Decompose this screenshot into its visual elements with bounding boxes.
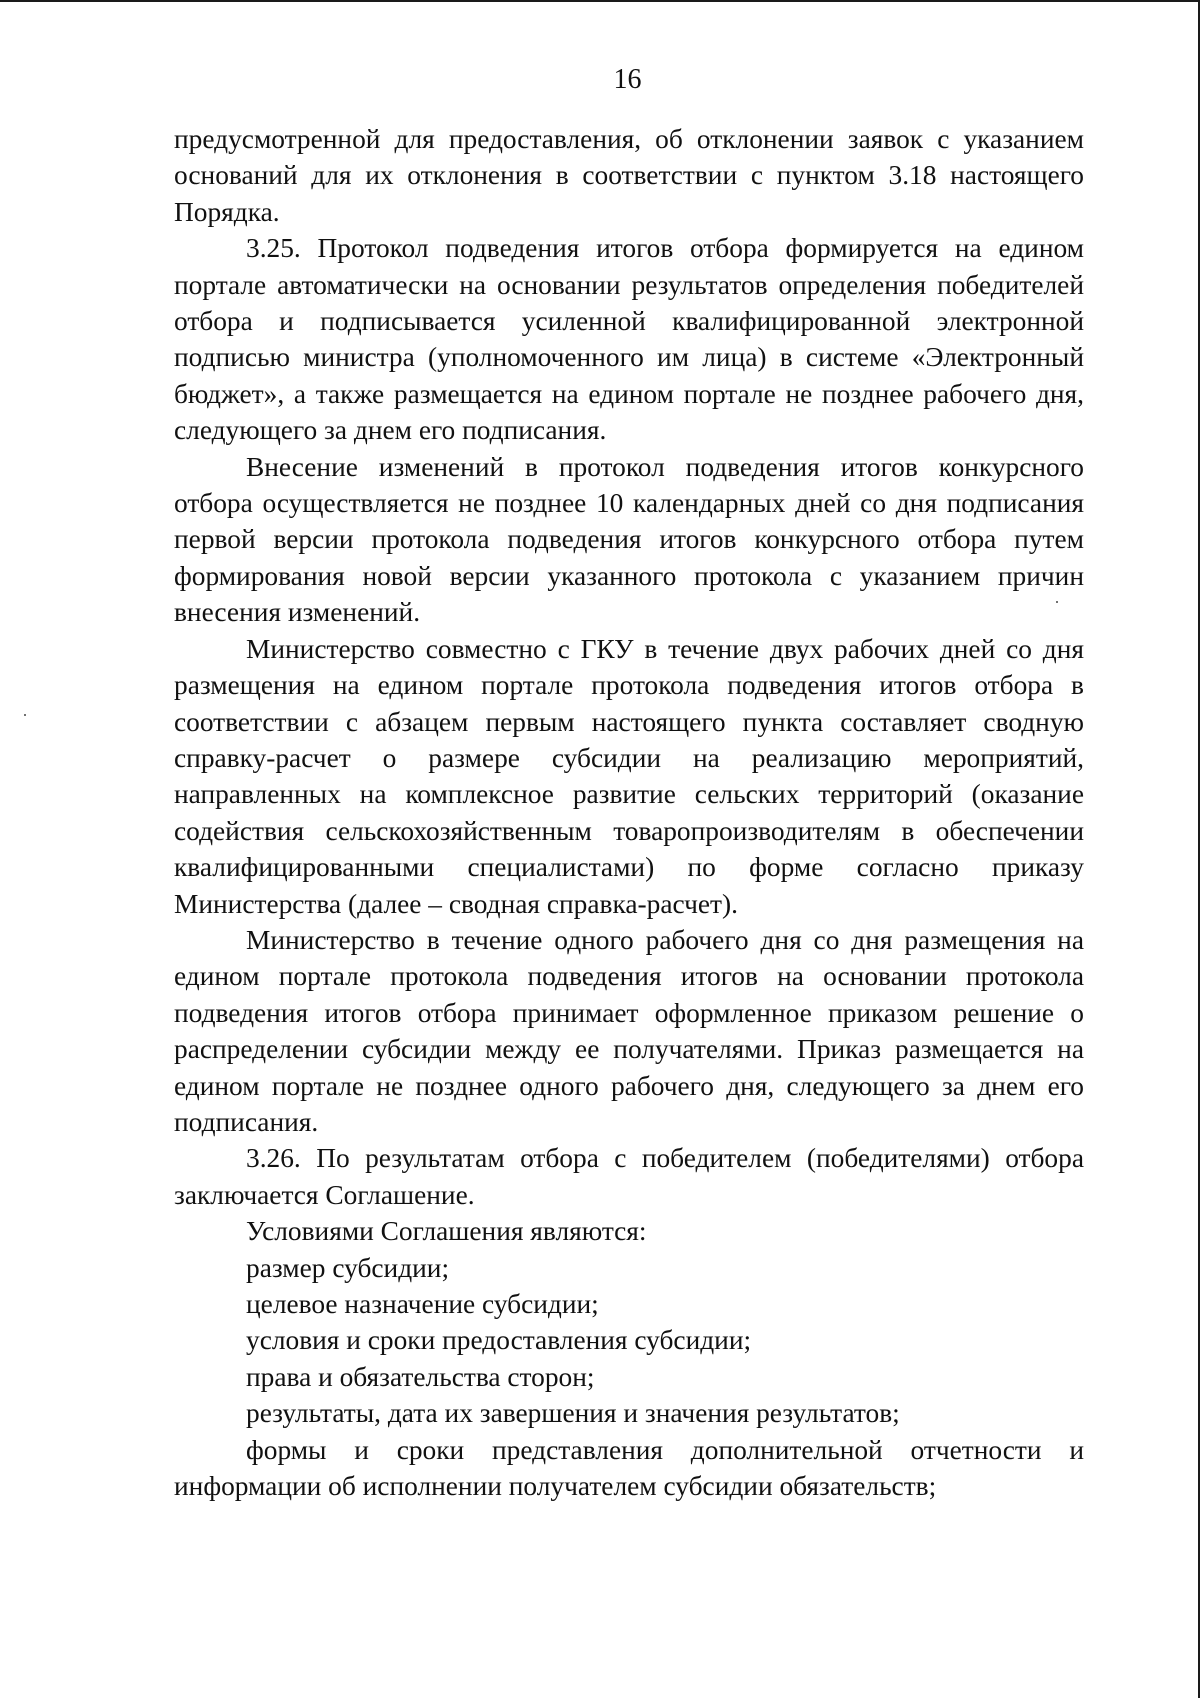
document-body <box>174 121 1084 1504</box>
list-item-subsidy-purpose: целевое назначение субсидии; <box>246 1289 599 1319</box>
list-item-results: результаты, дата их завершения и значения результатов; <box>246 1398 900 1429</box>
paragraph-3-26: 3.26. По результатам отбора с победителем (победителями) отбора заключается Соглашение. <box>174 1143 1084 1210</box>
scan-speck <box>24 714 26 716</box>
scan-edge-top <box>0 0 1200 2</box>
paragraph-protocol-changes: Внесение изменений в протокол подведения итогов конкурсного отбора осуществляется не позднее 10 календарных дней со дня подписания первой версии протокола подведения итогов конкурсного отбора путем формирования новой версии указанного протокола с указанием причин внесения изменений. <box>174 451 1084 628</box>
paragraph-3-25: 3.25. Протокол подведения итогов отбора формируется на едином портале автоматически на основании результатов определения победителей отбора и подписывается усиленной квалифицированной электронной подписью министра (уполномоченного им лица) в системе «Электронный бюджет», а также размещается на едином портале не позднее рабочего дня, следующего за днем его подписания. <box>174 233 1084 446</box>
page-number: 16 <box>613 64 642 95</box>
list-item-reporting-forms: формы и сроки представления дополнительной отчетности и информации об исполнении получателем субсидии обязательств; <box>174 1434 1084 1502</box>
paragraph-summary-calculation: Министерство совместно с ГКУ в течение двух рабочих дней со дня размещения на едином портале протокола подведения итогов отбора в соответствии с абзацем первым настоящего пункта составляет сводную справку-расчет о размере субсидии на реализацию мероприятий, направленных на комплексное развитие сельских территорий (оказание содействия сельскохозяйственным товаропроизводителям в обеспечении квалифицированными специалистами) по форме согласно приказу Министерства (далее – сводная справка-расчет). <box>174 633 1084 919</box>
list-item-rights-obligations: права и обязательства сторон; <box>246 1361 595 1392</box>
paragraph-continuation: предусмотренной для предоставления, об отклонении заявок с указанием оснований для их отклонения в соответствии с пунктом 3.18 настоящего Порядка. <box>174 124 1084 227</box>
paragraph-distribution-decision: Министерство в течение одного рабочего дня со дня размещения на едином портале протокола подведения итогов на основании протокола подведения итогов отбора принимает оформленное приказом решение о распределении субсидии между ее получателями. Приказ размещается на едином портале не позднее одного рабочего дня, следующего за днем его подписания. <box>174 924 1084 1137</box>
list-item-subsidy-amount: размер субсидии; <box>246 1252 450 1283</box>
paragraph-agreement-conditions: Условиями Соглашения являются: <box>246 1216 647 1247</box>
list-item-terms-conditions: условия и сроки предоставления субсидии; <box>246 1325 752 1356</box>
scan-speck <box>1056 601 1058 603</box>
